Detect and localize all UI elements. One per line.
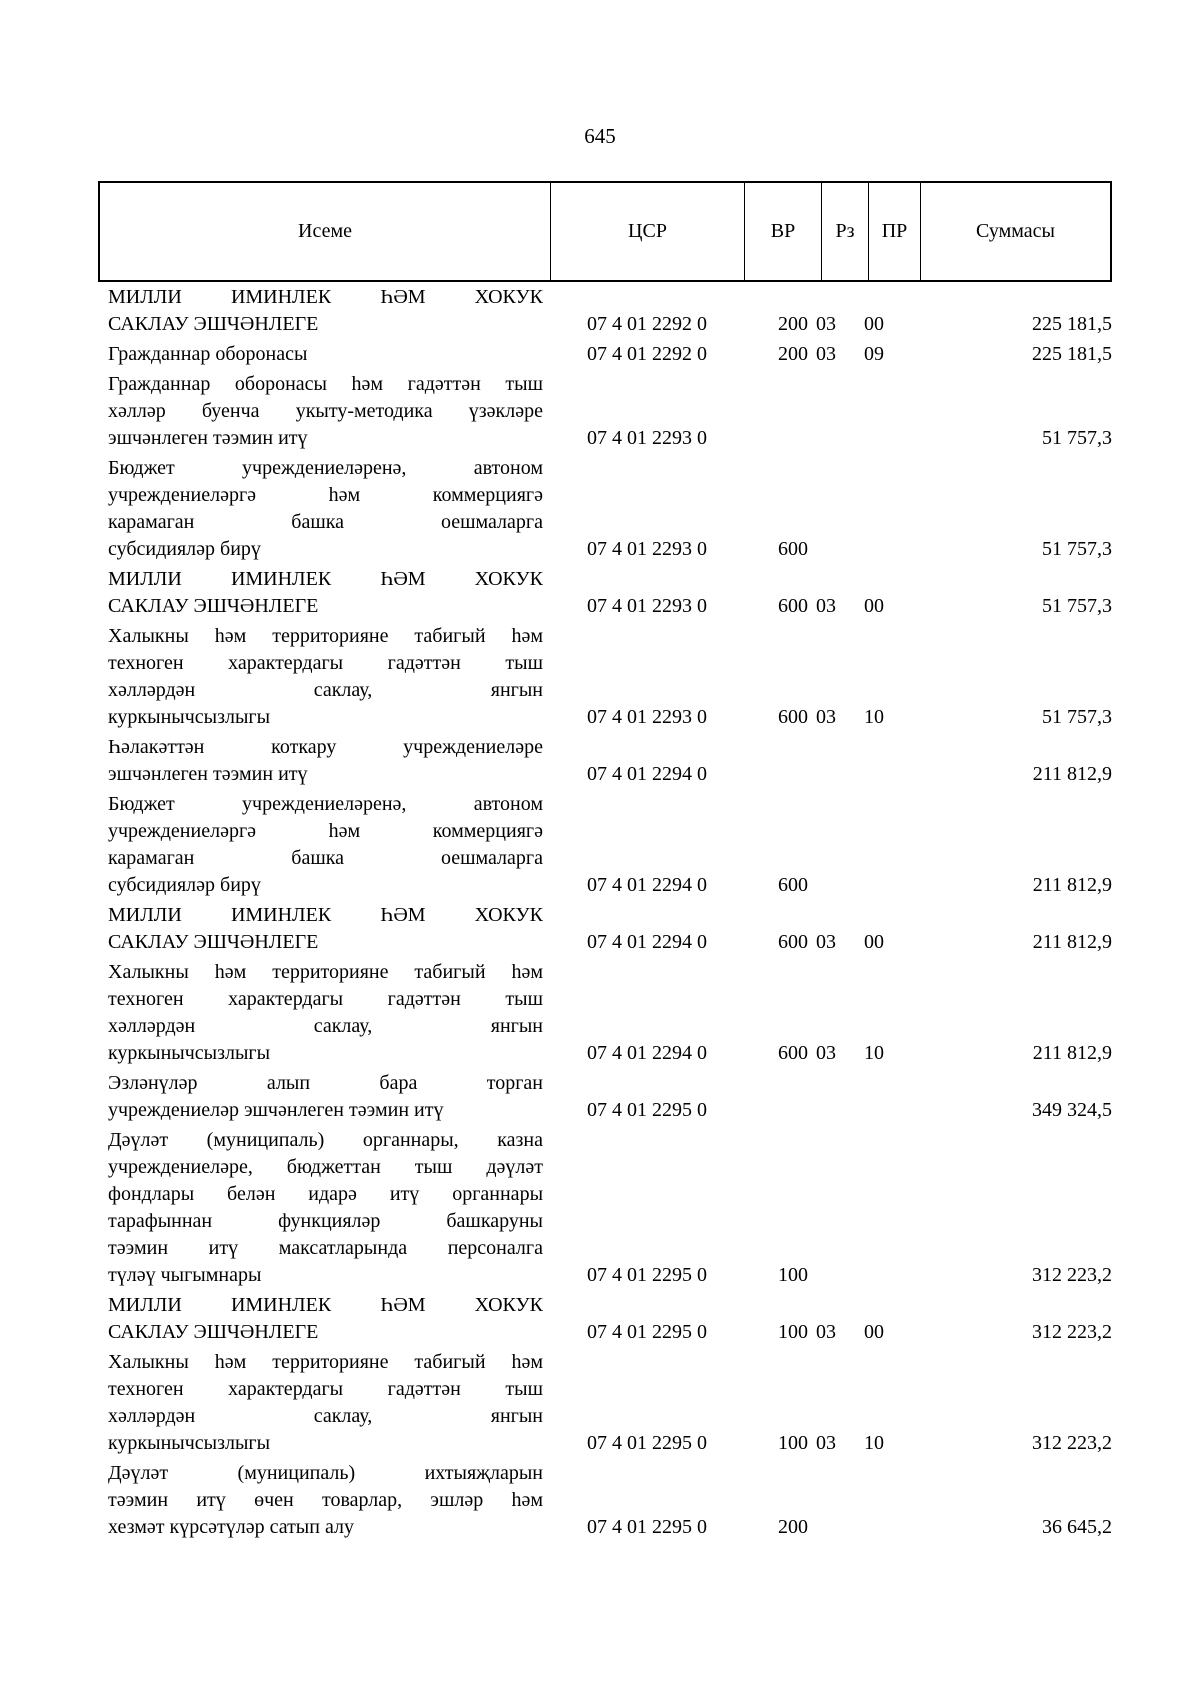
- row-vr: 600: [778, 538, 808, 560]
- row-csr: 07 4 01 2292 0: [587, 313, 707, 335]
- row-pr: 00: [864, 1321, 884, 1343]
- table-row: [108, 791, 1112, 899]
- row-vr: 600: [778, 874, 808, 896]
- row-name-line: тәэмин итү өчен товарлар, эшләр һәм: [108, 1489, 543, 1511]
- row-name-line: САКЛАУ ЭШЧӘНЛЕГЕ: [108, 1321, 319, 1343]
- row-pr: 10: [864, 706, 884, 728]
- row-rz: 03: [816, 595, 836, 617]
- row-name: [108, 1070, 543, 1124]
- row-name: [108, 959, 543, 1067]
- row-name-line: карамаган башка оешмаларга: [108, 847, 543, 869]
- row-name-line: САКЛАУ ЭШЧӘНЛЕГЕ: [108, 595, 319, 617]
- table-row: [108, 959, 1112, 1067]
- row-pr: 10: [864, 1042, 884, 1064]
- table-row: [108, 371, 1112, 452]
- row-name-line: САКЛАУ ЭШЧӘНЛЕГЕ: [108, 931, 319, 953]
- row-name-line: МИЛЛИ ИМИНЛЕК ҺӘМ ХОКУК: [108, 286, 543, 308]
- header-sum: Суммасы: [976, 220, 1055, 242]
- row-name: [108, 455, 543, 563]
- row-name-line: хезмәт күрсәтүләр сатып алу: [108, 1516, 354, 1538]
- row-name-line: САКЛАУ ЭШЧӘНЛЕГЕ: [108, 313, 319, 335]
- row-sum: 36 645,2: [1042, 1516, 1112, 1538]
- row-name-line: куркынычсызлыгы: [108, 1042, 271, 1064]
- row-csr: 07 4 01 2295 0: [587, 1432, 707, 1454]
- row-sum: 51 757,3: [1042, 427, 1112, 449]
- row-name-line: Халыкны һәм территорияне табигый һәм: [108, 625, 543, 647]
- table-row: [108, 455, 1112, 563]
- row-csr: 07 4 01 2293 0: [587, 538, 707, 560]
- row-csr: 07 4 01 2295 0: [587, 1264, 707, 1286]
- row-vr: 100: [778, 1321, 808, 1343]
- row-name-line: МИЛЛИ ИМИНЛЕК ҺӘМ ХОКУК: [108, 568, 543, 590]
- row-sum: 211 812,9: [1032, 874, 1112, 896]
- row-vr: 600: [778, 1042, 808, 1064]
- row-pr: 00: [864, 595, 884, 617]
- row-csr: 07 4 01 2295 0: [587, 1516, 707, 1538]
- row-rz: 03: [816, 706, 836, 728]
- row-pr: 00: [864, 931, 884, 953]
- table-row: [108, 734, 1112, 788]
- row-name-line: учреждениеләр эшчәнлеген тәэмин итү: [108, 1099, 444, 1121]
- row-sum: 51 757,3: [1042, 595, 1112, 617]
- row-sum: 211 812,9: [1032, 763, 1112, 785]
- page-number: 645: [584, 124, 616, 148]
- row-name: [108, 1460, 543, 1541]
- row-csr: 07 4 01 2294 0: [587, 763, 707, 785]
- row-name: [108, 734, 543, 788]
- row-name-line: хәлләрдән саклау, янгын: [108, 679, 543, 701]
- row-sum: 51 757,3: [1042, 706, 1112, 728]
- row-vr: 200: [778, 1516, 808, 1538]
- table-row: [108, 1460, 1112, 1541]
- row-vr: 600: [778, 931, 808, 953]
- row-rz: 03: [816, 1042, 836, 1064]
- row-name: [108, 623, 543, 731]
- row-name-line: хәлләр буенча укыту-методика үзәкләре: [108, 400, 543, 422]
- row-csr: 07 4 01 2292 0: [587, 343, 707, 365]
- row-csr: 07 4 01 2293 0: [587, 706, 707, 728]
- table-row: [108, 1127, 1112, 1289]
- row-name-line: Эзләнүләр алып бара торган: [108, 1072, 543, 1094]
- row-name-line: Гражданнар оборонасы һәм гадәттән тыш: [108, 373, 543, 395]
- row-name-line: фондлары белән идарә итү органнары: [108, 1183, 543, 1205]
- row-name-line: эшчәнлеген тәэмин итү: [108, 427, 308, 449]
- row-rz: 03: [816, 313, 836, 335]
- row-vr: 100: [778, 1432, 808, 1454]
- row-sum: 51 757,3: [1042, 538, 1112, 560]
- row-sum: 211 812,9: [1032, 931, 1112, 953]
- row-name-line: Гражданнар оборонасы: [108, 343, 308, 365]
- table-row: [108, 341, 1112, 368]
- row-vr: 200: [778, 343, 808, 365]
- row-vr: 600: [778, 706, 808, 728]
- table-row: [108, 566, 1112, 620]
- header-name: Исеме: [100, 183, 551, 280]
- row-name-line: Дәүләт (муниципаль) органнары, казна: [108, 1129, 543, 1151]
- row-csr: 07 4 01 2294 0: [587, 874, 707, 896]
- row-name-line: карамаган башка оешмаларга: [108, 511, 543, 533]
- row-rz: 03: [816, 343, 836, 365]
- header-pr: ПР: [869, 183, 921, 280]
- row-csr: 07 4 01 2294 0: [587, 931, 707, 953]
- row-name: [108, 1127, 543, 1289]
- row-vr: 600: [778, 595, 808, 617]
- row-name-line: МИЛЛИ ИМИНЛЕК ҺӘМ ХОКУК: [108, 904, 543, 926]
- row-name: [108, 902, 543, 956]
- header-rz: Рз: [822, 183, 869, 280]
- row-name-line: Һәлакәттән коткару учреждениеләре: [108, 736, 543, 758]
- row-rz: 03: [816, 1321, 836, 1343]
- row-name-line: учреждениеләре, бюджеттан тыш дәүләт: [108, 1156, 543, 1178]
- row-name-line: Халыкны һәм территорияне табигый һәм: [108, 1351, 543, 1373]
- row-csr: 07 4 01 2293 0: [587, 595, 707, 617]
- row-name-line: эшчәнлеген тәэмин итү: [108, 763, 308, 785]
- row-pr: 00: [864, 313, 884, 335]
- row-name: [108, 791, 543, 899]
- row-name-line: учреждениеләргә һәм коммерциягә: [108, 820, 543, 842]
- row-name: [108, 566, 543, 620]
- table-row: [108, 902, 1112, 956]
- row-name: [108, 1349, 543, 1457]
- row-name-line: учреждениеләргә һәм коммерциягә: [108, 484, 543, 506]
- row-name-line: субсидияләр бирү: [108, 538, 261, 560]
- table-row: [108, 623, 1112, 731]
- table-row: [108, 1292, 1112, 1346]
- row-csr: 07 4 01 2293 0: [587, 427, 707, 449]
- row-name-line: тарафыннан функцияләр башкаруны: [108, 1210, 543, 1232]
- table-row: [108, 1070, 1112, 1124]
- row-name-line: техноген характердагы гадәттән тыш: [108, 652, 543, 674]
- row-pr: 09: [864, 343, 884, 365]
- row-name-line: субсидияләр бирү: [108, 874, 261, 896]
- header-vr: ВР: [745, 183, 822, 280]
- row-sum: 211 812,9: [1032, 1042, 1112, 1064]
- row-name-line: Халыкны һәм территорияне табигый һәм: [108, 961, 543, 983]
- row-name-line: техноген характердагы гадәттән тыш: [108, 1378, 543, 1400]
- table-header: [98, 181, 1112, 282]
- row-name-line: куркынычсызлыгы: [108, 706, 271, 728]
- row-csr: 07 4 01 2295 0: [587, 1099, 707, 1121]
- row-sum: 225 181,5: [1032, 313, 1112, 335]
- row-name-line: Бюджет учреждениеләренә, автоном: [108, 793, 543, 815]
- row-name: [108, 371, 543, 452]
- table-body: [108, 282, 1112, 1541]
- table-row: [108, 284, 1112, 338]
- row-name-line: тәэмин итү максатларында персоналга: [108, 1237, 543, 1259]
- row-vr: 200: [778, 313, 808, 335]
- row-vr: 100: [778, 1264, 808, 1286]
- row-name-line: түләү чыгымнары: [108, 1264, 262, 1286]
- row-sum: 312 223,2: [1032, 1432, 1112, 1454]
- row-sum: 225 181,5: [1032, 343, 1112, 365]
- row-name-line: Дәүләт (муниципаль) ихтыяҗларын: [108, 1462, 543, 1484]
- row-name-line: хәлләрдән саклау, янгын: [108, 1015, 543, 1037]
- row-name: [108, 341, 543, 368]
- row-rz: 03: [816, 1432, 836, 1454]
- row-rz: 03: [816, 931, 836, 953]
- row-csr: 07 4 01 2294 0: [587, 1042, 707, 1064]
- row-name-line: куркынычсызлыгы: [108, 1432, 271, 1454]
- row-name-line: хәлләрдән саклау, янгын: [108, 1405, 543, 1427]
- header-csr: ЦСР: [551, 183, 745, 280]
- row-name-line: техноген характердагы гадәттән тыш: [108, 988, 543, 1010]
- row-name: [108, 284, 543, 338]
- row-name-line: МИЛЛИ ИМИНЛЕК ҺӘМ ХОКУК: [108, 1294, 543, 1316]
- row-sum: 312 223,2: [1032, 1321, 1112, 1343]
- row-sum: 312 223,2: [1032, 1264, 1112, 1286]
- table-row: [108, 1349, 1112, 1457]
- row-csr: 07 4 01 2295 0: [587, 1321, 707, 1343]
- row-name-line: Бюджет учреждениеләренә, автоном: [108, 457, 543, 479]
- row-pr: 10: [864, 1432, 884, 1454]
- row-name: [108, 1292, 543, 1346]
- row-sum: 349 324,5: [1032, 1099, 1112, 1121]
